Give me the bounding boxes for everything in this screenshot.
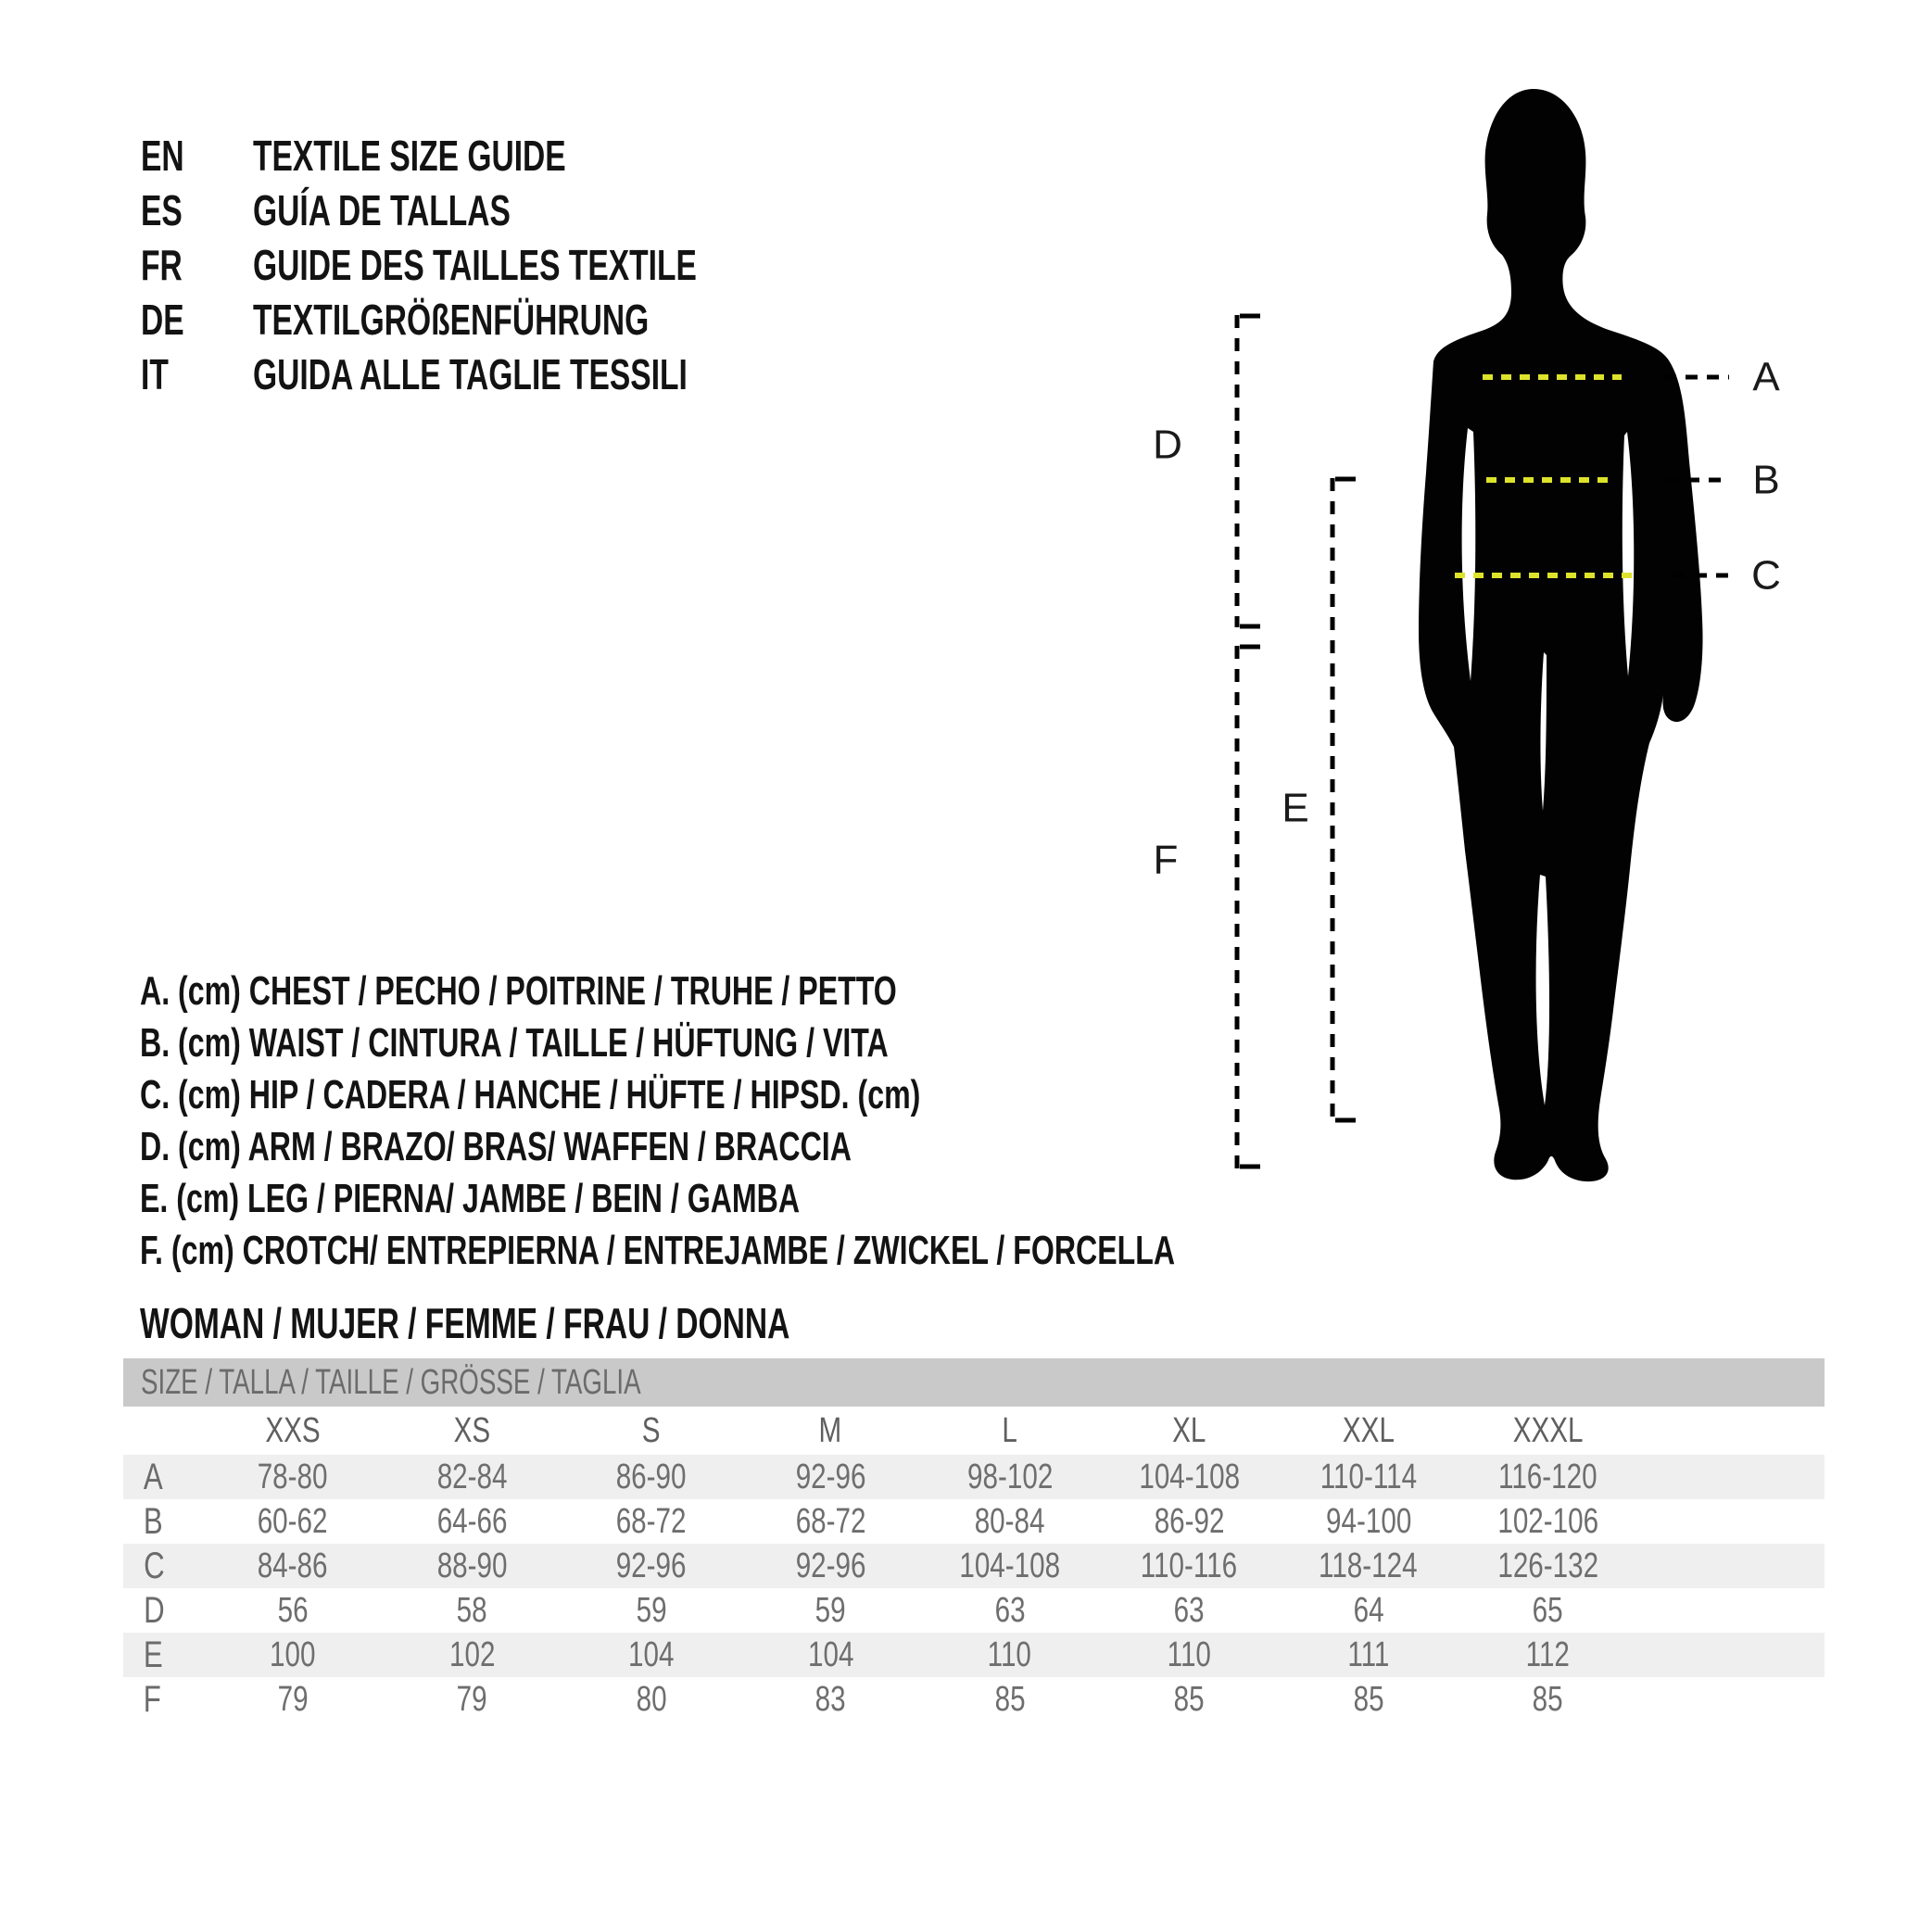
row-label: B bbox=[143, 1500, 163, 1542]
row-label: D bbox=[144, 1589, 165, 1631]
lang-code-it: IT bbox=[141, 349, 169, 398]
row-label: C bbox=[144, 1545, 165, 1586]
cell-value: 92-96 bbox=[615, 1546, 687, 1585]
cell-value: 83 bbox=[814, 1679, 846, 1719]
title-es: GUÍA DE TALLAS bbox=[253, 185, 511, 234]
cell-value: 60-62 bbox=[257, 1501, 328, 1541]
cell-value: 58 bbox=[456, 1590, 487, 1630]
size-table-header-label: SIZE / TALLA / TAILLE / GRÖSSE / TAGLIA bbox=[141, 1363, 641, 1402]
cell-value: 98-102 bbox=[966, 1457, 1053, 1496]
size-col-xxs: XXS bbox=[265, 1410, 321, 1450]
lang-code-es: ES bbox=[141, 185, 183, 234]
size-col-xxl: XXL bbox=[1342, 1410, 1395, 1450]
size-col-xs: XS bbox=[453, 1410, 491, 1450]
title-de: TEXTILGRÖßENFÜHRUNG bbox=[253, 295, 650, 344]
cell-value: 63 bbox=[994, 1590, 1026, 1630]
lang-code-fr: FR bbox=[141, 240, 183, 289]
measurement-item-waist: B. (cm) WAIST / CINTURA / TAILLE / HÜFTUNG / VITA bbox=[140, 1020, 889, 1066]
table-row-chest bbox=[123, 1455, 1825, 1499]
figure-label-leg: E bbox=[1282, 785, 1309, 831]
cell-value: 78-80 bbox=[257, 1457, 328, 1496]
measurement-item-leg: E. (cm) LEG / PIERNA/ JAMBE / BEIN / GAMBA bbox=[140, 1176, 801, 1221]
cell-value: 94-100 bbox=[1325, 1501, 1411, 1541]
cell-value: 85 bbox=[1353, 1679, 1384, 1719]
size-table-header-band bbox=[123, 1358, 1825, 1407]
cell-value: 92-96 bbox=[795, 1457, 866, 1496]
size-col-m: M bbox=[818, 1410, 842, 1450]
cell-value: 104 bbox=[628, 1634, 675, 1674]
cell-value: 88-90 bbox=[436, 1546, 508, 1585]
cell-value: 110-116 bbox=[1141, 1546, 1238, 1585]
title-fr: GUIDE DES TAILLES TEXTILE bbox=[253, 240, 697, 289]
cell-value: 116-120 bbox=[1497, 1457, 1597, 1496]
figure-label-chest: A bbox=[1752, 354, 1780, 400]
cell-value: 118-124 bbox=[1319, 1546, 1419, 1585]
cell-value: 102-106 bbox=[1496, 1501, 1598, 1541]
table-row-leg bbox=[123, 1633, 1825, 1677]
cell-value: 112 bbox=[1525, 1634, 1570, 1674]
measurement-item-arm: D. (cm) ARM / BRAZO/ BRAS/ WAFFEN / BRACCIA bbox=[140, 1124, 852, 1169]
cell-value: 63 bbox=[1173, 1590, 1205, 1630]
table-row-crotch bbox=[123, 1677, 1825, 1722]
table-row-hip bbox=[123, 1544, 1825, 1588]
size-col-s: S bbox=[641, 1410, 661, 1450]
figure-label-crotch: F bbox=[1153, 837, 1179, 883]
cell-value: 110 bbox=[1167, 1634, 1211, 1674]
lang-code-en: EN bbox=[141, 131, 184, 180]
title-row-es bbox=[141, 183, 861, 237]
cell-value: 80 bbox=[636, 1679, 667, 1719]
measurement-item-hip: C. (cm) HIP / CADERA / HANCHE / HÜFTE / HIPSD. (cm) bbox=[140, 1072, 921, 1117]
size-col-xl: XL bbox=[1172, 1410, 1206, 1450]
title-it: GUIDA ALLE TAGLIE TESSILI bbox=[253, 349, 688, 398]
cell-value: 68-72 bbox=[795, 1501, 866, 1541]
cell-value: 64 bbox=[1353, 1590, 1384, 1630]
row-label: E bbox=[143, 1634, 163, 1675]
size-table bbox=[123, 1358, 1825, 1722]
cell-value: 86-90 bbox=[615, 1457, 687, 1496]
cell-value: 111 bbox=[1347, 1634, 1390, 1674]
cell-value: 65 bbox=[1532, 1590, 1563, 1630]
cell-value: 79 bbox=[277, 1679, 309, 1719]
cell-value: 102 bbox=[448, 1634, 495, 1674]
size-col-xxxl: XXXL bbox=[1512, 1410, 1584, 1450]
lang-code-de: DE bbox=[141, 295, 184, 344]
table-row-waist bbox=[123, 1499, 1825, 1544]
cell-value: 59 bbox=[636, 1590, 667, 1630]
cell-value: 64-66 bbox=[436, 1501, 508, 1541]
title-row-it bbox=[141, 347, 861, 401]
cell-value: 68-72 bbox=[615, 1501, 687, 1541]
row-label: A bbox=[143, 1456, 163, 1497]
measurement-item-crotch: F. (cm) CROTCH/ ENTREPIERNA / ENTREJAMBE / ZWICKEL / FORCELLA bbox=[140, 1228, 1176, 1273]
title-row-fr bbox=[141, 237, 861, 292]
cell-value: 79 bbox=[456, 1679, 487, 1719]
size-col-l: L bbox=[1002, 1410, 1017, 1450]
cell-value: 86-92 bbox=[1154, 1501, 1225, 1541]
title-row-de bbox=[141, 292, 861, 347]
table-row-arm bbox=[123, 1588, 1825, 1633]
cell-value: 92-96 bbox=[795, 1546, 866, 1585]
cell-value: 104-108 bbox=[959, 1546, 1061, 1585]
cell-value: 100 bbox=[270, 1634, 316, 1674]
cell-value: 56 bbox=[277, 1590, 309, 1630]
cell-value: 126-132 bbox=[1496, 1546, 1598, 1585]
cell-value: 104-108 bbox=[1138, 1457, 1240, 1496]
size-header-row bbox=[123, 1407, 1825, 1455]
figure-label-hip: C bbox=[1751, 552, 1781, 599]
cell-value: 84-86 bbox=[257, 1546, 328, 1585]
cell-value: 85 bbox=[994, 1679, 1026, 1719]
title-block bbox=[141, 128, 861, 401]
audience-heading: WOMAN / MUJER / FEMME / FRAU / DONNA bbox=[140, 1299, 790, 1347]
cell-value: 59 bbox=[814, 1590, 846, 1630]
cell-value: 110-114 bbox=[1320, 1457, 1417, 1496]
cell-value: 80-84 bbox=[974, 1501, 1045, 1541]
figure-label-waist: B bbox=[1752, 457, 1780, 503]
measurement-item-chest: A. (cm) CHEST / PECHO / POITRINE / TRUHE / PETTO bbox=[140, 968, 897, 1014]
cell-value: 110 bbox=[988, 1634, 1032, 1674]
row-label: F bbox=[143, 1678, 161, 1720]
title-row-en bbox=[141, 128, 861, 183]
cell-value: 104 bbox=[807, 1634, 853, 1674]
title-en: TEXTILE SIZE GUIDE bbox=[253, 131, 566, 180]
figure-label-arm: D bbox=[1153, 422, 1182, 468]
cell-value: 85 bbox=[1173, 1679, 1205, 1719]
cell-value: 85 bbox=[1532, 1679, 1563, 1719]
cell-value: 82-84 bbox=[436, 1457, 508, 1496]
measurement-legend bbox=[140, 966, 1558, 1277]
